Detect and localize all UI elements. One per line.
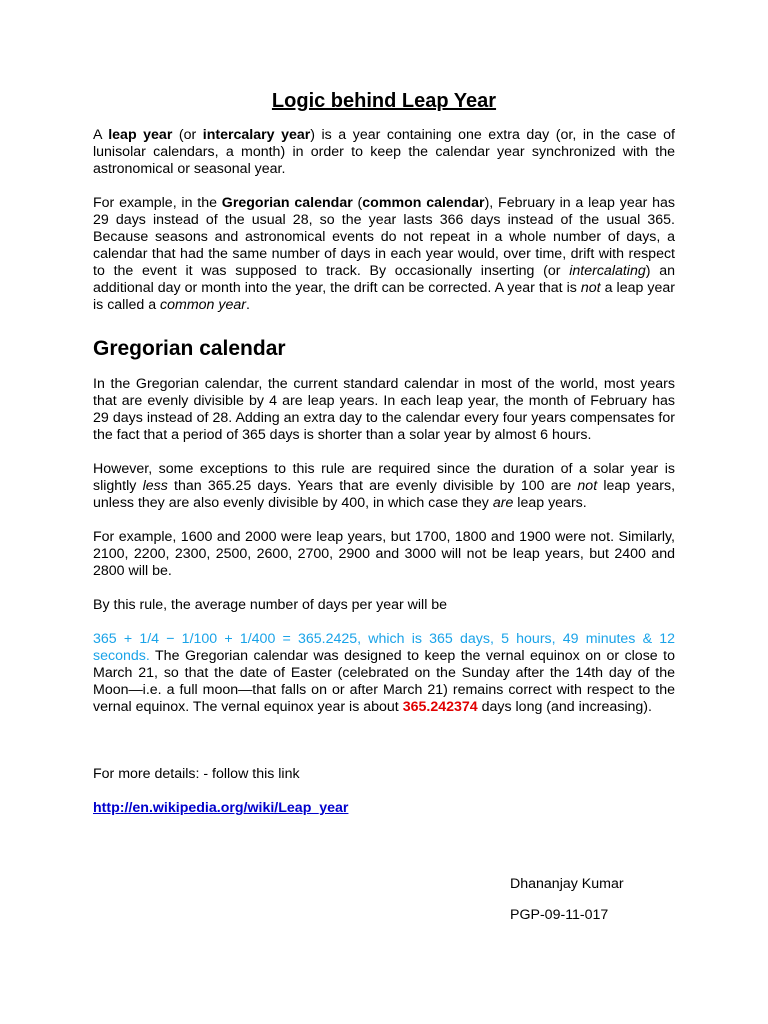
emphasis-not: not	[580, 280, 601, 296]
section-heading: Gregorian calendar	[93, 337, 286, 360]
document-body	[93, 127, 675, 817]
text-run: .	[245, 297, 250, 313]
highlight-value: 365.242374	[402, 699, 478, 715]
text-run: leap years.	[513, 495, 587, 511]
term-common-year: common year	[160, 297, 246, 313]
text-run: than 365.25 days. Years that are evenly divisible by 100 are	[167, 478, 578, 494]
text-run: days long (and increasing).	[477, 699, 652, 715]
formula-text: 365 + 1/4 − 1/100 + 1/400 = 365.2425, which is 365 days, 5 hours, 49 minutes & 12 seconds.	[93, 631, 675, 664]
text-run: The Gregorian calendar was designed to keep the vernal equinox on or close to March 21, so that the date of Easter (celebrated on the Sunday after the 14th day of the Moon—i.e. a full moon—that falls on or after March 21) remains correct with respect to the vernal equinox. The vernal equinox year is about	[93, 648, 675, 715]
emphasis-less: less	[142, 478, 168, 494]
text-run: ), February in a leap year has 29 days instead of the usual 28, so the year lasts 366 days instead of the usual 365. Because seasons and astronomical events do not repeat in a whole number of days, a calendar that had the same number of days in each year would, over time, drift with respect to the event it was supposed to track. By occasionally inserting (or	[93, 195, 675, 279]
emphasis-are: are	[492, 495, 514, 511]
text-run: leap years, unless they are also evenly divisible by 400, in which case they	[93, 478, 676, 511]
text-run: ) is a year containing one extra day (or, in the case of lunisolar calendars, a month) in order to keep the calendar year synchronized with the astronomical or seasonal year.	[93, 127, 675, 177]
gregorian-paragraph-5	[93, 631, 675, 716]
intro-paragraph	[93, 127, 675, 178]
term-intercalating: intercalating	[569, 263, 646, 279]
page-title: Logic behind Leap Year	[271, 90, 497, 112]
text-run: A	[93, 127, 109, 143]
gregorian-paragraph-1: In the Gregorian calendar, the current standard calendar in most of the world, most years that are evenly divisible by 4 are leap years. In each leap year, the month of February has 29 days instead of 28. Adding an extra day to the calendar every four years compensates for the fact that a period of 365 days is shorter than a solar year by almost 6 hours.	[93, 376, 675, 443]
gregorian-paragraph-3: For example, 1600 and 2000 were leap years, but 1700, 1800 and 1900 were not. Similarly, 2100, 2200, 2300, 2500, 2600, 2700, 2900 and 3000 will not be leap years, but 2400 and 2800 will be.	[93, 529, 675, 579]
term-leap-year: leap year	[108, 127, 173, 143]
gregorian-paragraph-4: By this rule, the average number of days per year will be	[93, 597, 448, 613]
text-run: For example, in the	[93, 195, 222, 211]
term-intercalary-year: intercalary year	[202, 127, 311, 143]
roll-number: PGP-09-11-017	[510, 907, 609, 923]
gregorian-paragraph-2	[93, 461, 675, 512]
text-run: a leap year is called a	[93, 280, 675, 313]
more-details-text: For more details: - follow this link	[93, 766, 300, 782]
author-name: Dhananjay Kumar	[510, 876, 624, 892]
term-gregorian-calendar: Gregorian calendar	[221, 195, 353, 211]
example-paragraph	[93, 195, 675, 314]
term-common-calendar: common calendar	[362, 195, 485, 211]
text-run: (or	[172, 127, 203, 143]
wikipedia-link[interactable]: http://en.wikipedia.org/wiki/Leap_year	[93, 800, 349, 816]
text-run: ) an additional day or month into the year, the drift can be corrected. A year that is	[93, 263, 675, 296]
text-run: (	[352, 195, 363, 211]
text-run: However, some exceptions to this rule are required since the duration of a solar year is slightly	[93, 461, 675, 494]
emphasis-not: not	[577, 478, 598, 494]
